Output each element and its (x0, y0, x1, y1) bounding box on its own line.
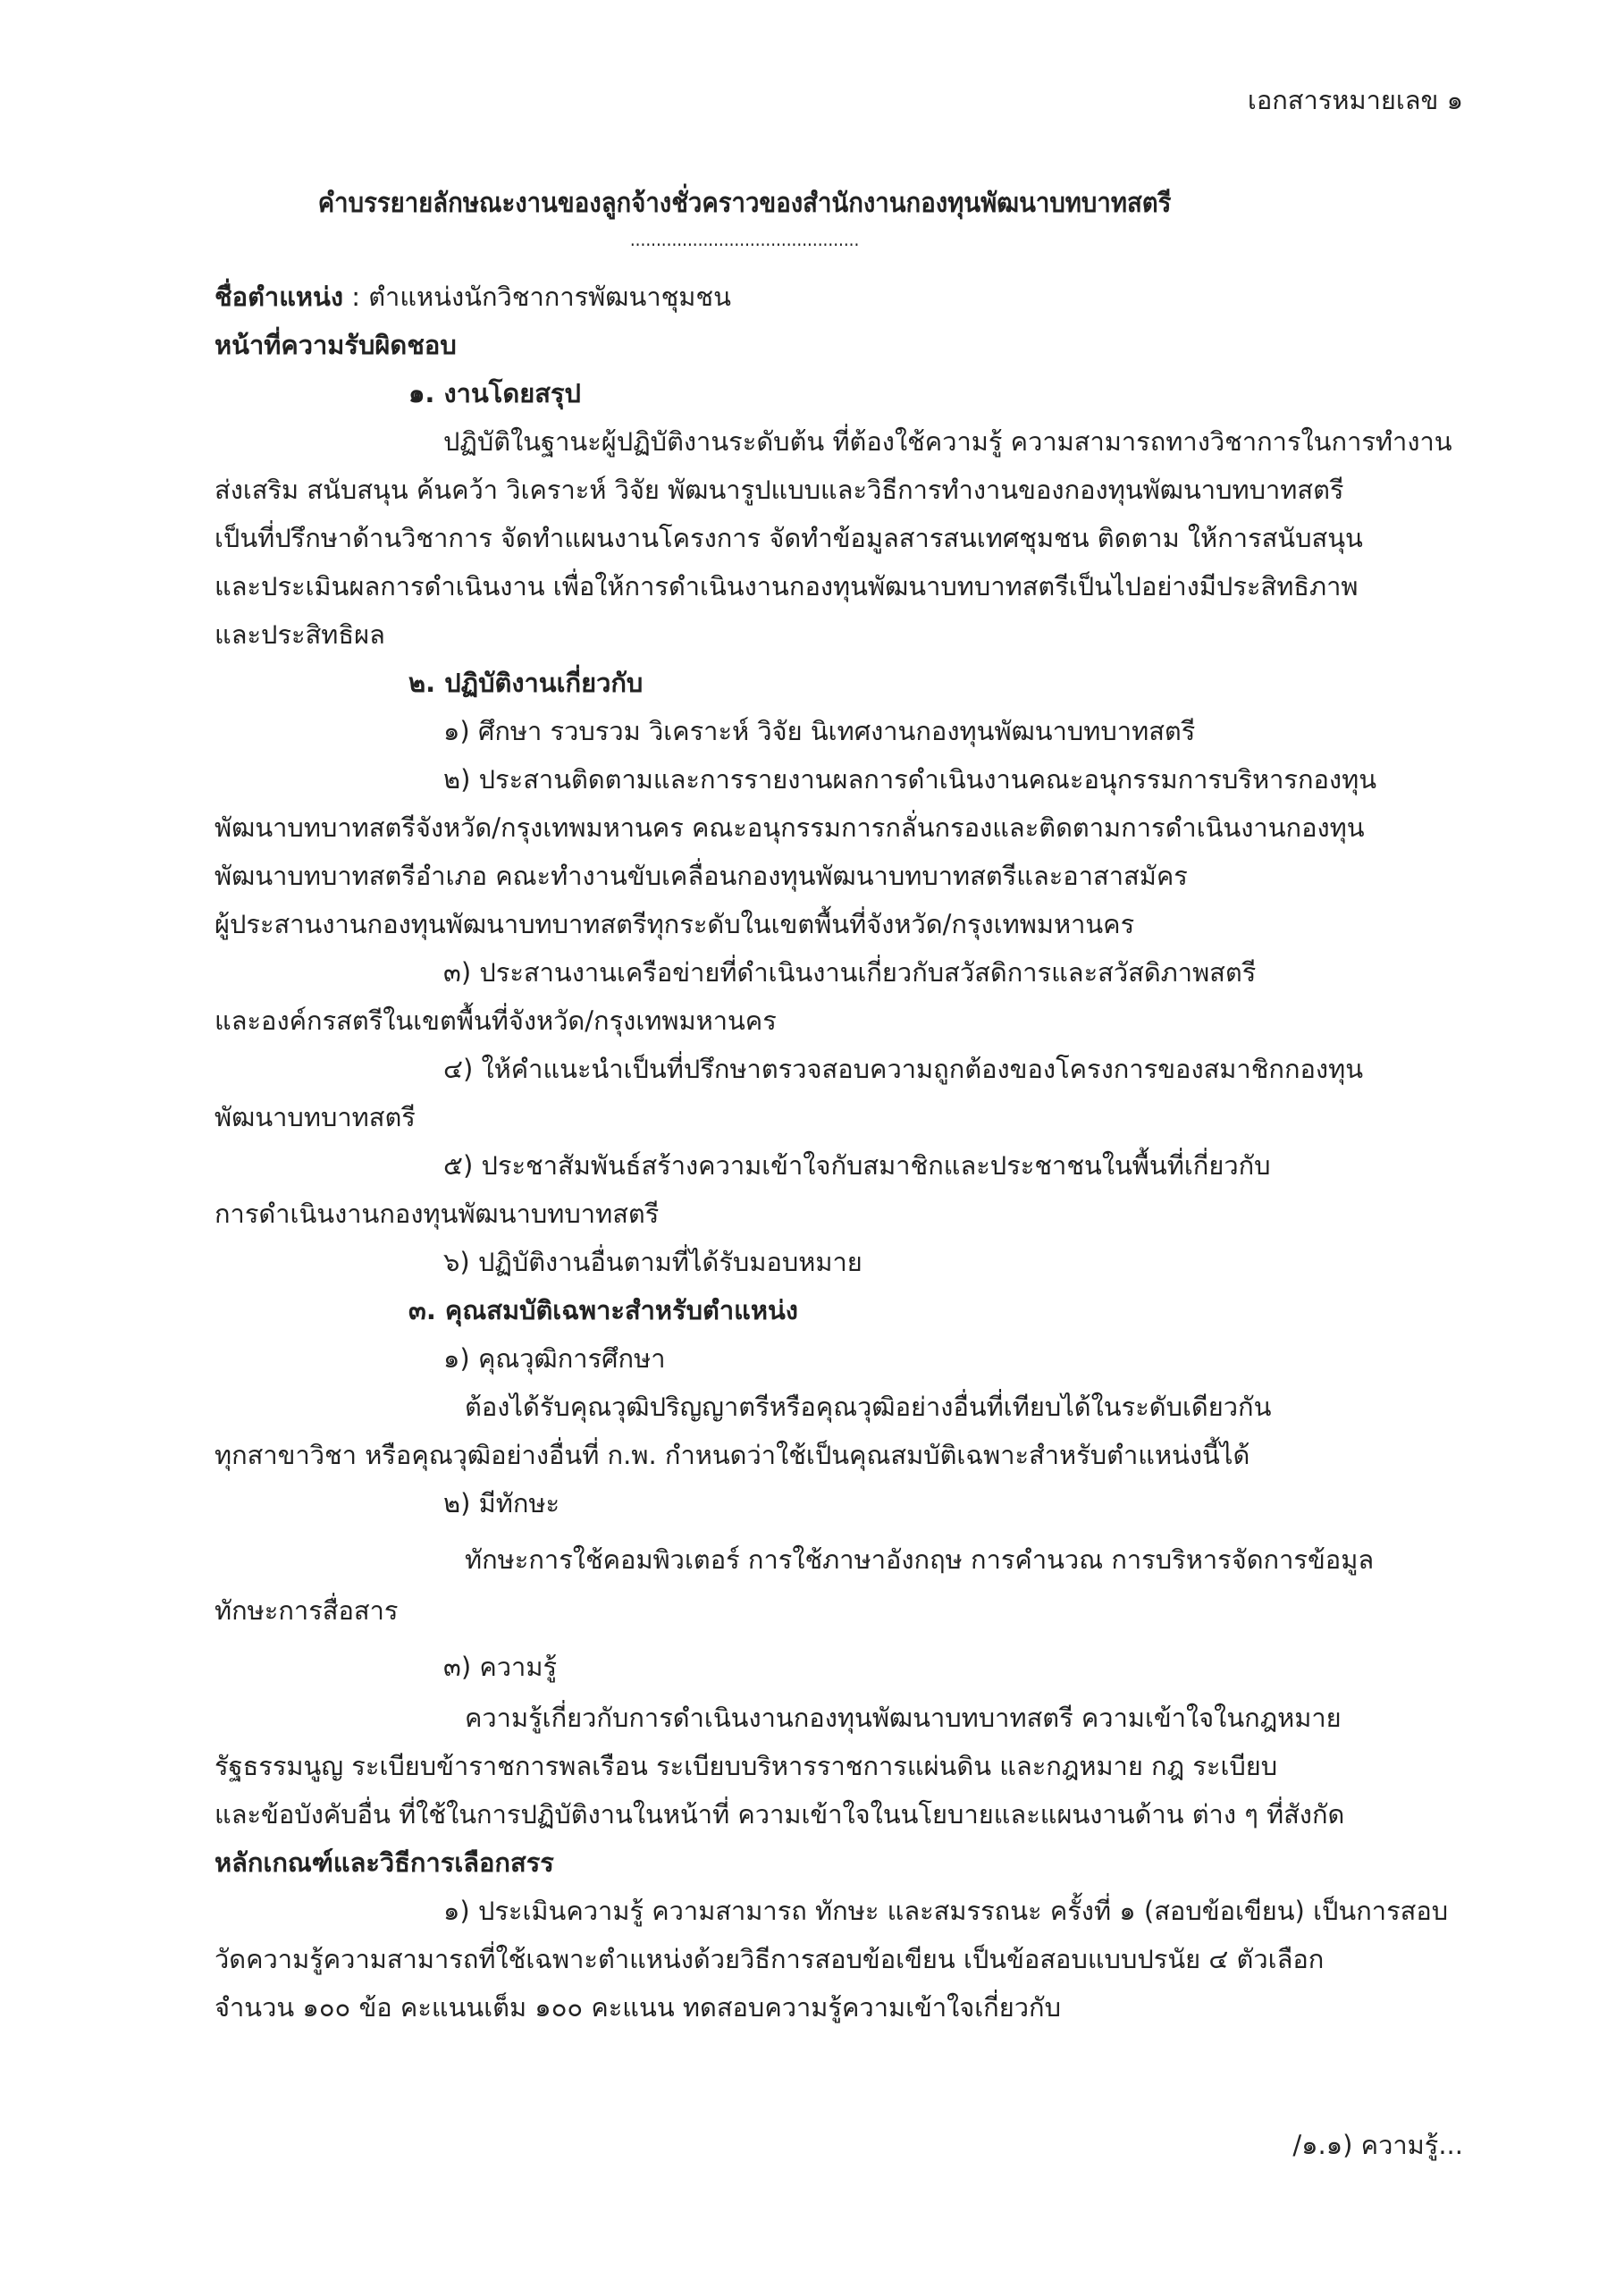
section-3-line: ๑) คุณวุฒิการศึกษา (443, 1343, 666, 1374)
section-2-line: ๖) ปฏิบัติงานอื่นตามที่ได้รับมอบหมาย (443, 1247, 862, 1277)
selection-line: ๑) ประเมินความรู้ ความสามารถ ทักษะ และสมรรถนะ ครั้งที่ ๑ (สอบข้อเขียน) เป็นการสอบ (443, 1896, 1449, 1926)
position-value: : ตำแหน่งนักวิชาการพัฒนาชุมชน (343, 282, 731, 312)
section-3-line: รัฐธรรมนูญ ระเบียบข้าราชการพลเรือน ระเบียบบริหารราชการแผ่นดิน และกฎหมาย กฎ ระเบียบ (215, 1751, 1278, 1781)
section-3-line: ทักษะการใช้คอมพิวเตอร์ การใช้ภาษาอังกฤษ การคำนวณ การบริหารจัดการข้อมูล (465, 1544, 1375, 1575)
selection-line: วัดความรู้ความสามารถที่ใช้เฉพาะตำแหน่งด้วยวิธีการสอบข้อเขียน เป็นข้อสอบแบบปรนัย ๔ ตัวเลือก (215, 1944, 1325, 1974)
section-3-heading: ๓. คุณสมบัติเฉพาะสำหรับตำแหน่ง (408, 1295, 798, 1325)
section-3-line: ต้องได้รับคุณวุฒิปริญญาตรีหรือคุณวุฒิอย่างอื่นที่เทียบได้ในระดับเดียวกัน (465, 1392, 1272, 1422)
section-3-line: ทักษะการสื่อสาร (215, 1595, 399, 1626)
section-3-line: และข้อบังคับอื่น ที่ใช้ในการปฏิบัติงานในหน้าที่ ความเข้าใจในนโยบายและแผนงานด้าน ต่าง ๆ ที่สังกัด (215, 1799, 1345, 1830)
section-3-line: ๒) มีทักษะ (443, 1488, 560, 1518)
section-3-line: ทุกสาขาวิชา หรือคุณวุฒิอย่างอื่นที่ ก.พ. กำหนดว่าใช้เป็นคุณสมบัติเฉพาะสำหรับตำแหน่งนี้ได้ (215, 1440, 1250, 1470)
position-label: ชื่อตำแหน่ง (215, 282, 344, 312)
section-2-line: ๔) ให้คำแนะนำเป็นที่ปรึกษาตรวจสอบความถูกต้องของโครงการของสมาชิกกองทุน (443, 1054, 1364, 1084)
section-1-line: เป็นที่ปรึกษาด้านวิชาการ จัดทำแผนงานโครงการ จัดทำข้อมูลสารสนเทศชุมชน ติดตาม ให้การสนับสนุน (215, 523, 1363, 553)
section-2-line: ๕) ประชาสัมพันธ์สร้างความเข้าใจกับสมาชิกและประชาชนในพื้นที่เกี่ยวกับ (443, 1150, 1271, 1181)
section-3-line: ๓) ความรู้ (443, 1652, 558, 1682)
section-2-line: พัฒนาบทบาทสตรีจังหวัด/กรุงเทพมหานคร คณะอนุกรรมการกลั่นกรองและติดตามการดำเนินงานกองทุน (215, 812, 1365, 843)
section-1-line: และประเมินผลการดำเนินงาน เพื่อให้การดำเนินงานกองทุนพัฒนาบทบาทสตรีเป็นไปอย่างมีประสิทธิภาพ (215, 571, 1359, 601)
title-underline-dots: ............................................ (629, 229, 860, 250)
position-line (215, 279, 731, 315)
section-1-line: และประสิทธิผล (215, 619, 385, 650)
section-2-line: ผู้ประสานงานกองทุนพัฒนาบทบาทสตรีทุกระดับในเขตพื้นที่จังหวัด/กรุงเทพมหานคร (215, 909, 1135, 939)
section-2-line: และองค์กรสตรีในเขตพื้นที่จังหวัด/กรุงเทพมหานคร (215, 1005, 777, 1036)
section-2-line: ๒) ประสานติดตามและการรายงานผลการดำเนินงานคณะอนุกรรมการบริหารกองทุน (443, 764, 1377, 795)
selection-line: จำนวน ๑๐๐ ข้อ คะแนนเต็ม ๑๐๐ คะแนน ทดสอบความรู้ความเข้าใจเกี่ยวกับ (215, 1992, 1061, 2023)
section-3-line: ความรู้เกี่ยวกับการดำเนินงานกองทุนพัฒนาบทบาทสตรี ความเข้าใจในกฎหมาย (465, 1703, 1342, 1733)
section-1-heading: ๑. งานโดยสรุป (408, 378, 581, 408)
document-number: เอกสารหมายเลข ๑ (1247, 85, 1463, 115)
selection-heading: หลักเกณฑ์และวิธีการเลือกสรร (215, 1847, 554, 1878)
section-1-line: ปฏิบัติในฐานะผู้ปฏิบัติงานระดับต้น ที่ต้องใช้ความรู้ ความสามารถทางวิชาการในการทำงาน (443, 426, 1452, 457)
section-2-heading: ๒. ปฏิบัติงานเกี่ยวกับ (408, 668, 644, 698)
section-2-line: ๑) ศึกษา รวบรวม วิเคราะห์ วิจัย นิเทศงานกองทุนพัฒนาบทบาทสตรี (443, 716, 1196, 746)
document-title: คำบรรยายลักษณะงานของลูกจ้างชั่วคราวของสำนักงานกองทุนพัฒนาบทบาทสตรี (317, 188, 1172, 219)
section-2-line: พัฒนาบทบาทสตรี (215, 1102, 416, 1132)
section-2-line: พัฒนาบทบาทสตรีอำเภอ คณะทำงานขับเคลื่อนกองทุนพัฒนาบทบาทสตรีและอาสาสมัคร (215, 861, 1188, 891)
section-2-line: ๓) ประสานงานเครือข่ายที่ดำเนินงานเกี่ยวกับสวัสดิการและสวัสดิภาพสตรี (443, 957, 1257, 988)
section-2-line: การดำเนินงานกองทุนพัฒนาบทบาทสตรี (215, 1199, 660, 1229)
section-1-line: ส่งเสริม สนับสนุน ค้นคว้า วิเคราะห์ วิจัย พัฒนารูปแบบและวิธีการทำงานของกองทุนพัฒนาบทบาทสตรี (215, 475, 1344, 505)
responsibilities-heading: หน้าที่ความรับผิดชอบ (215, 330, 457, 360)
continuation-note: /๑.๑) ความรู้... (1292, 2130, 1463, 2160)
